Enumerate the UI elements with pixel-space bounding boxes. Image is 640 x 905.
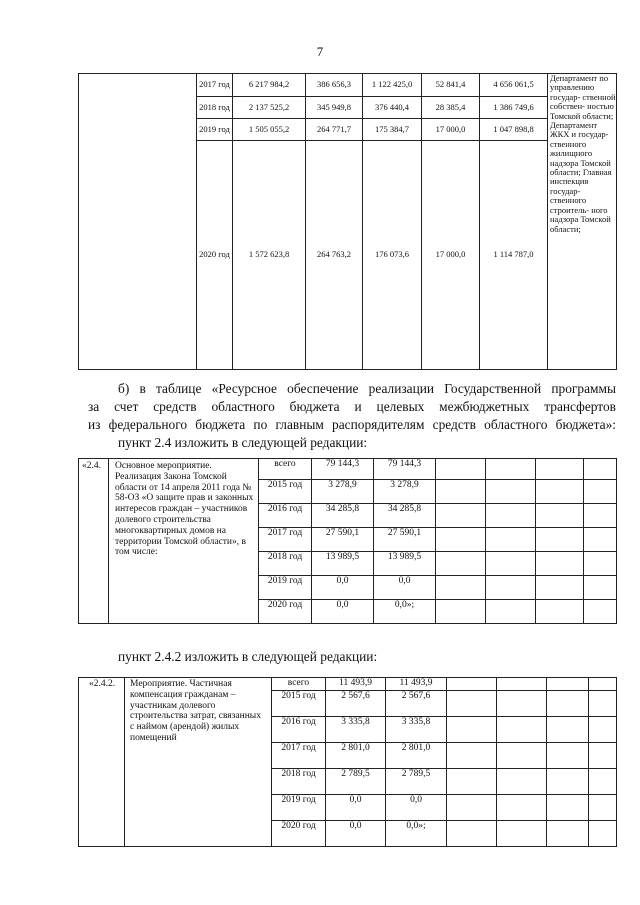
value-cell: 13 989,5 — [312, 552, 374, 576]
item-code: «2.4.2. — [79, 678, 125, 847]
value-cell: 2 801,0 — [386, 743, 447, 769]
value-cell: 17 000,0 — [422, 141, 480, 370]
year-cell: всего — [259, 459, 312, 480]
year-cell: 2017 год — [272, 743, 326, 769]
year-cell: 2015 год — [259, 480, 312, 504]
table-row — [79, 678, 617, 691]
value-cell: 264 771,7 — [306, 119, 363, 141]
value-cell: 13 989,5 — [374, 552, 436, 576]
value-cell: 0,0»; — [386, 821, 447, 847]
year-cell: 2019 год — [197, 119, 233, 141]
value-cell: 1 572 623,8 — [233, 141, 306, 370]
year-cell: всего — [272, 678, 326, 691]
value-cell: 176 073,6 — [363, 141, 422, 370]
value-cell: 2 567,6 — [386, 691, 447, 717]
value-cell: 17 000,0 — [422, 119, 480, 141]
value-cell: 3 278,9 — [312, 480, 374, 504]
value-cell: 2 801,0 — [326, 743, 386, 769]
funding-table-continued — [78, 73, 617, 370]
value-cell: 1 386 749,6 — [480, 97, 548, 119]
value-cell: 28 385,4 — [422, 97, 480, 119]
year-cell: 2017 год — [259, 528, 312, 552]
year-cell: 2016 год — [259, 504, 312, 528]
value-cell: 2 567,6 — [326, 691, 386, 717]
year-cell: 2020 год — [272, 821, 326, 847]
value-cell: 345 949,8 — [306, 97, 363, 119]
value-cell: 1 505 055,2 — [233, 119, 306, 141]
value-cell: 1 047 898,8 — [480, 119, 548, 141]
value-cell: 27 590,1 — [312, 528, 374, 552]
paragraph-line: за счет средств областного бюджета и целевых межбюджетных трансфертов — [88, 399, 616, 414]
value-cell: 34 285,8 — [312, 504, 374, 528]
year-cell: 2019 год — [259, 576, 312, 600]
department-cell: Департамент по управлению государ- ственной собствен- ностью Томской области; Департамент ЖКХ и государ- ственного жилищного надзора Томской области; Главная инспекция государ- ственного строитель- ного надзора Томской области; — [548, 74, 617, 370]
year-cell: 2018 год — [259, 552, 312, 576]
year-cell: 2020 год — [197, 141, 233, 370]
value-cell: 4 656 061,5 — [480, 74, 548, 97]
value-cell: 3 278,9 — [374, 480, 436, 504]
table-row — [79, 74, 617, 97]
value-cell: 2 789,5 — [386, 769, 447, 795]
value-cell: 175 384,7 — [363, 119, 422, 141]
value-cell: 79 144,3 — [374, 459, 436, 480]
value-cell: 0,0 — [386, 795, 447, 821]
value-cell: 0,0 — [326, 795, 386, 821]
value-cell: 0,0 — [374, 576, 436, 600]
value-cell: 11 493,9 — [386, 678, 447, 691]
value-cell: 2 789,5 — [326, 769, 386, 795]
measure-table-2-4 — [78, 458, 617, 624]
paragraph-line: пункт 2.4.2 изложить в следующей редакции: — [118, 649, 378, 664]
value-cell: 0,0»; — [374, 600, 436, 624]
item-description: Мероприятие. Частичная компенсация гражданам – участникам долевого строительства затрат, связанных с наймом (арендой) жилых помещений — [125, 678, 272, 847]
paragraph-line: пункт 2.4 изложить в следующей редакции: — [118, 435, 368, 450]
year-cell: 2019 год — [272, 795, 326, 821]
item-description: Основное мероприятие. Реализация Закона Томской области от 14 апреля 2011 года № 58-ОЗ «О защите прав и законных интересов граждан – участников долевого строительства многоквартирных домов на территории Томской области», в том числе: — [109, 459, 259, 624]
value-cell: 79 144,3 — [312, 459, 374, 480]
page-number: 7 — [316, 44, 324, 59]
value-cell: 1 122 425,0 — [363, 74, 422, 97]
item-code: «2.4. — [79, 459, 109, 624]
year-cell: 2018 год — [272, 769, 326, 795]
value-cell: 6 217 984,2 — [233, 74, 306, 97]
paragraph-line: б) в таблице «Ресурсное обеспечение реализации Государственной программы — [118, 381, 616, 396]
value-cell: 3 335,8 — [386, 717, 447, 743]
value-cell: 1 114 787,0 — [480, 141, 548, 370]
value-cell: 34 285,8 — [374, 504, 436, 528]
value-cell: 376 440,4 — [363, 97, 422, 119]
value-cell: 264 763,2 — [306, 141, 363, 370]
year-cell: 2018 год — [197, 97, 233, 119]
year-cell: 2020 год — [259, 600, 312, 624]
value-cell: 0,0 — [326, 821, 386, 847]
value-cell: 3 335,8 — [326, 717, 386, 743]
paragraph-line: из федерального бюджета по главным распорядителям средств областного бюджета»: — [88, 417, 616, 432]
year-cell: 2017 год — [197, 74, 233, 97]
value-cell: 0,0 — [312, 600, 374, 624]
year-cell: 2016 год — [272, 717, 326, 743]
value-cell: 2 137 525,2 — [233, 97, 306, 119]
value-cell: 52 841,4 — [422, 74, 480, 97]
value-cell: 0,0 — [312, 576, 374, 600]
value-cell: 27 590,1 — [374, 528, 436, 552]
measure-table-2-4-2 — [78, 677, 617, 847]
value-cell: 386 656,3 — [306, 74, 363, 97]
table-row — [79, 459, 617, 480]
value-cell: 11 493,9 — [326, 678, 386, 691]
year-cell: 2015 год — [272, 691, 326, 717]
